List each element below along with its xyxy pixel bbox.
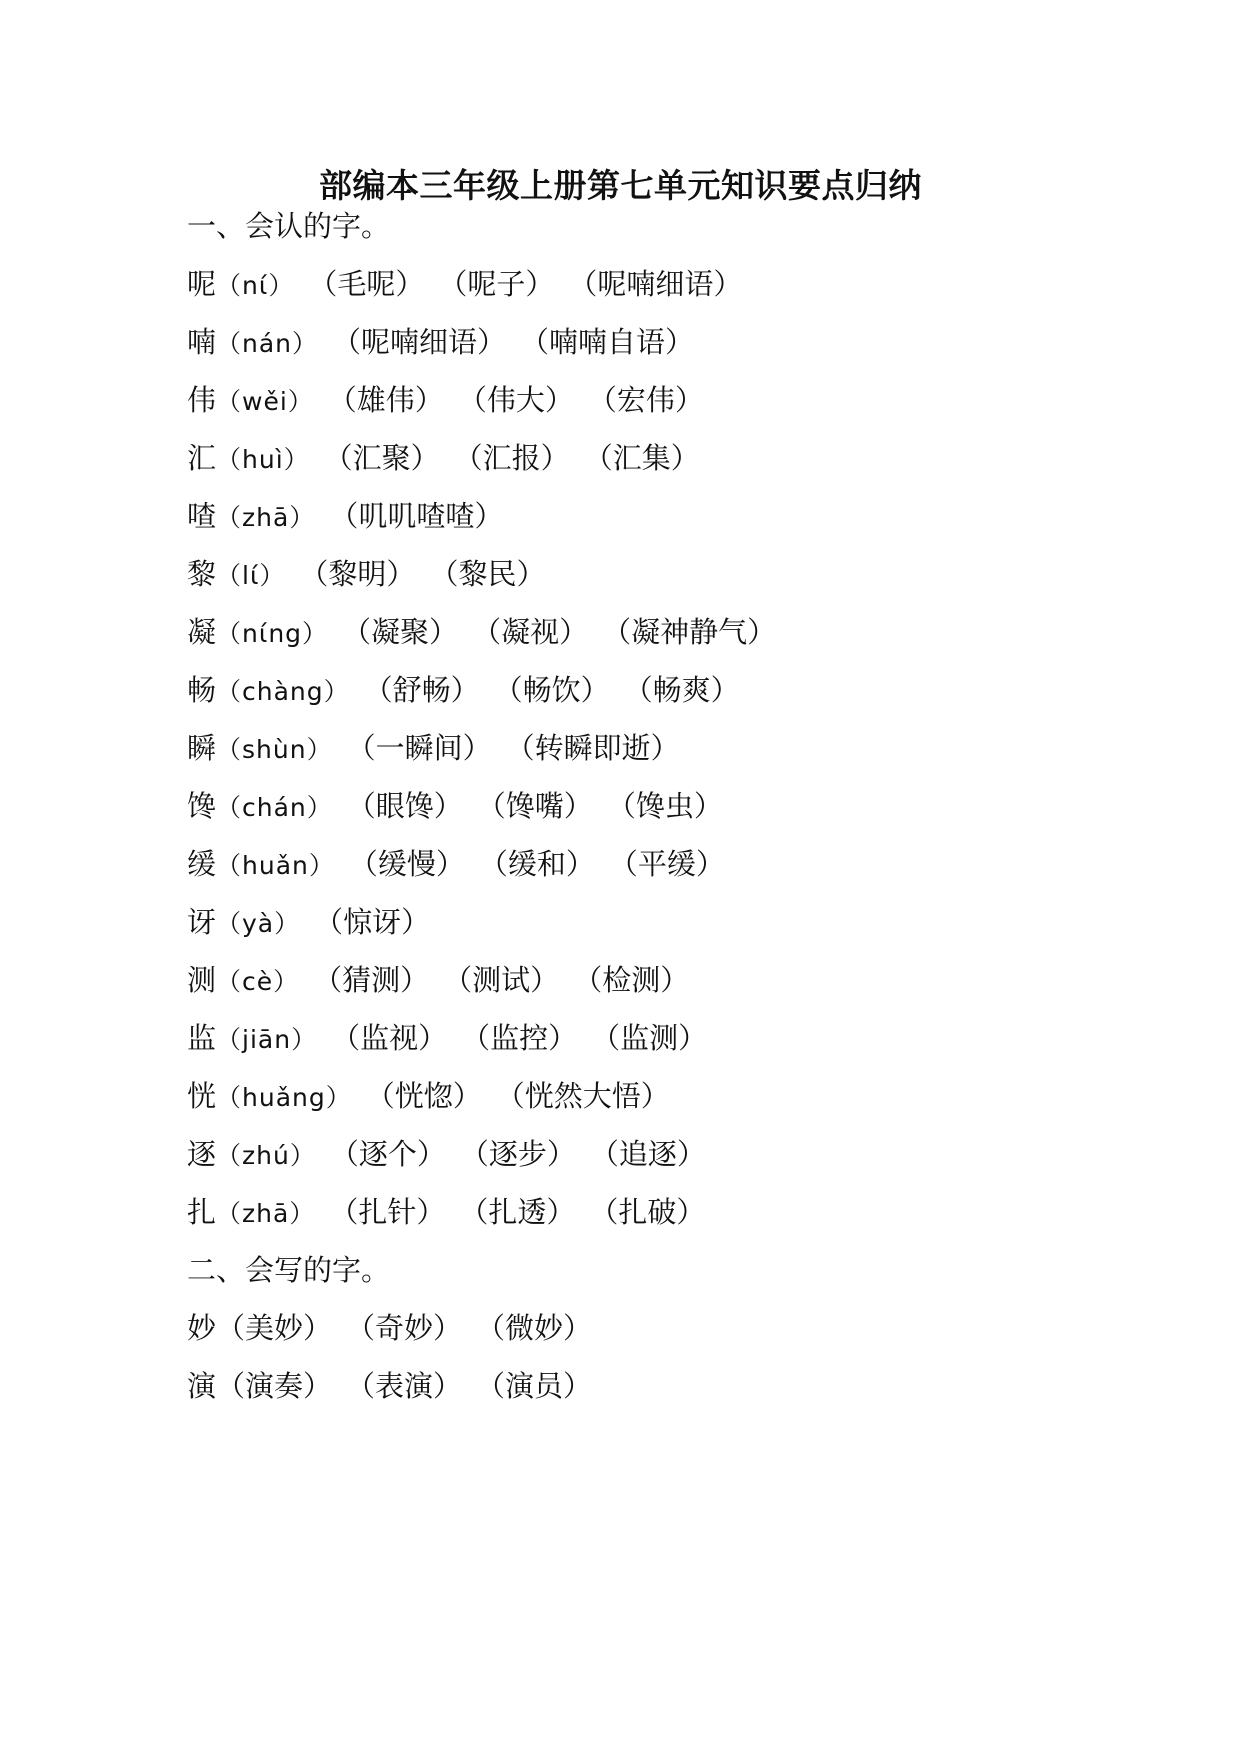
word: （黎民） bbox=[429, 557, 546, 591]
char-row bbox=[187, 1076, 670, 1118]
word: （喃喃自语） bbox=[520, 325, 695, 359]
pinyin: （zhā） bbox=[216, 1199, 316, 1228]
word: （转瞬即逝） bbox=[505, 731, 680, 765]
char-row bbox=[187, 1308, 592, 1348]
word: （恍惚） bbox=[365, 1079, 482, 1113]
word: （凝聚） bbox=[342, 615, 459, 649]
pinyin: （wěi） bbox=[216, 387, 314, 416]
char: 呢 bbox=[187, 267, 217, 301]
word: （汇聚） bbox=[323, 441, 440, 475]
pinyin: （shùn） bbox=[216, 735, 333, 764]
word: （雄伟） bbox=[327, 383, 444, 417]
char: 黎 bbox=[187, 557, 217, 591]
char: 扎 bbox=[187, 1195, 217, 1229]
word: （演奏） bbox=[216, 1369, 333, 1403]
word: （凝视） bbox=[472, 615, 589, 649]
word: （缓慢） bbox=[348, 847, 465, 881]
word: （毛呢） bbox=[308, 267, 425, 301]
word: （伟大） bbox=[457, 383, 574, 417]
word: （惊讶） bbox=[314, 905, 431, 939]
pinyin: （huì） bbox=[216, 445, 310, 474]
char: 凝 bbox=[187, 615, 217, 649]
char: 恍 bbox=[187, 1079, 217, 1113]
word: （检测） bbox=[573, 963, 690, 997]
word: （逐步） bbox=[459, 1137, 576, 1171]
char-row bbox=[187, 1134, 706, 1176]
char-row bbox=[187, 612, 776, 654]
word: （微妙） bbox=[476, 1311, 593, 1345]
word: （黎明） bbox=[299, 557, 416, 591]
word: （扎针） bbox=[329, 1195, 446, 1229]
word: （奇妙） bbox=[346, 1311, 463, 1345]
char: 测 bbox=[187, 963, 217, 997]
word: （舒畅） bbox=[363, 673, 480, 707]
word: （凝神静气） bbox=[602, 615, 777, 649]
char-row bbox=[187, 1366, 592, 1406]
word: （呢子） bbox=[438, 267, 555, 301]
word: （扎破） bbox=[589, 1195, 706, 1229]
word: （监测） bbox=[591, 1021, 708, 1055]
char-row bbox=[187, 322, 694, 364]
word: （馋虫） bbox=[606, 789, 723, 823]
char-row bbox=[187, 670, 740, 712]
word: （汇报） bbox=[453, 441, 570, 475]
word: （畅爽） bbox=[623, 673, 740, 707]
word: （汇集） bbox=[583, 441, 700, 475]
char-row bbox=[187, 496, 503, 538]
word: （畅饮） bbox=[493, 673, 610, 707]
word: （演员） bbox=[476, 1369, 593, 1403]
char: 喳 bbox=[187, 499, 217, 533]
word: （呢喃细语） bbox=[568, 267, 743, 301]
char: 讶 bbox=[187, 905, 217, 939]
char-row bbox=[187, 1018, 707, 1060]
pinyin: （huǎng） bbox=[216, 1083, 352, 1112]
word: （恍然大悟） bbox=[495, 1079, 670, 1113]
pinyin: （chàng） bbox=[216, 677, 350, 706]
char: 畅 bbox=[187, 673, 217, 707]
char-row bbox=[187, 264, 742, 306]
char-row bbox=[187, 438, 700, 480]
pinyin: （cè） bbox=[216, 967, 300, 996]
char-row bbox=[187, 380, 704, 422]
word: （呢喃细语） bbox=[332, 325, 507, 359]
pinyin: （chán） bbox=[216, 793, 333, 822]
pinyin: （zhā） bbox=[216, 503, 316, 532]
pinyin: （huǎn） bbox=[216, 851, 335, 880]
char-row bbox=[187, 1192, 705, 1234]
char: 馋 bbox=[187, 789, 217, 823]
word: （叽叽喳喳） bbox=[329, 499, 504, 533]
word: （逐个） bbox=[329, 1137, 446, 1171]
word: （表演） bbox=[346, 1369, 463, 1403]
char: 喃 bbox=[187, 325, 217, 359]
word: （馋嘴） bbox=[476, 789, 593, 823]
pinyin: （yà） bbox=[216, 909, 301, 938]
char: 汇 bbox=[187, 441, 217, 475]
section-heading-recognize: 一、会认的字。 bbox=[187, 209, 391, 243]
pinyin: （zhú） bbox=[216, 1141, 316, 1170]
pinyin: （nίng） bbox=[216, 619, 329, 648]
char: 妙 bbox=[187, 1311, 217, 1345]
char-row bbox=[187, 786, 723, 828]
word: （缓和） bbox=[478, 847, 595, 881]
pinyin: （lί） bbox=[216, 561, 286, 590]
char-row bbox=[187, 844, 725, 886]
pinyin: （jiān） bbox=[216, 1025, 318, 1054]
word: （监视） bbox=[331, 1021, 448, 1055]
word: （一瞬间） bbox=[346, 731, 492, 765]
pinyin: （nán） bbox=[216, 329, 319, 358]
word: （扎透） bbox=[459, 1195, 576, 1229]
word: （测试） bbox=[443, 963, 560, 997]
word: （眼馋） bbox=[346, 789, 463, 823]
char: 伟 bbox=[187, 383, 217, 417]
pinyin: （nί） bbox=[216, 271, 295, 300]
word: （追逐） bbox=[589, 1137, 706, 1171]
char: 监 bbox=[187, 1021, 217, 1055]
char: 瞬 bbox=[187, 731, 217, 765]
char: 逐 bbox=[187, 1137, 217, 1171]
section-heading-write: 二、会写的字。 bbox=[187, 1253, 391, 1287]
page-title: 部编本三年级上册第七单元知识要点归纳 bbox=[319, 166, 922, 205]
char-row bbox=[187, 960, 689, 1002]
word: （监控） bbox=[461, 1021, 578, 1055]
char-row bbox=[187, 902, 430, 944]
word: （宏伟） bbox=[587, 383, 704, 417]
char-row bbox=[187, 728, 680, 770]
word: （平缓） bbox=[608, 847, 725, 881]
word: （猜测） bbox=[313, 963, 430, 997]
word: （美妙） bbox=[216, 1311, 333, 1345]
char: 演 bbox=[187, 1369, 217, 1403]
char-row bbox=[187, 554, 545, 596]
char: 缓 bbox=[187, 847, 217, 881]
